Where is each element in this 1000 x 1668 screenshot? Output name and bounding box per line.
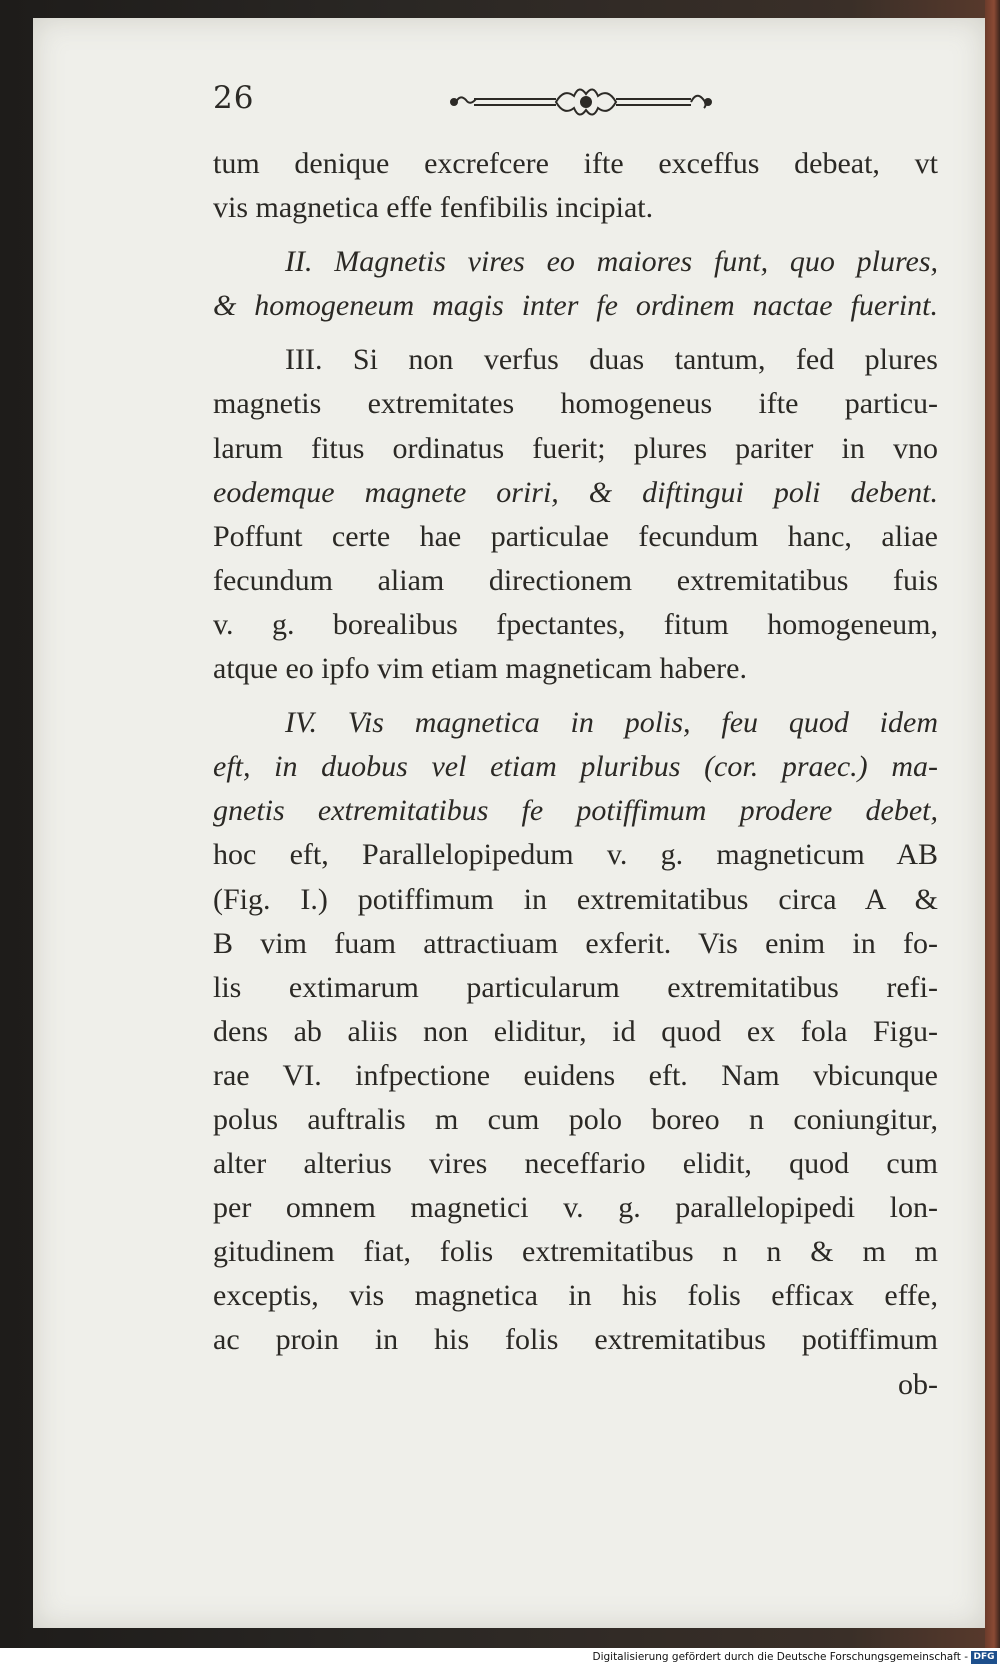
paragraph-gap — [213, 328, 938, 338]
footer-bar — [0, 1648, 1000, 1668]
text-line: larum fitus ordinatus fuerit; plures pariter in vno — [213, 431, 938, 465]
text-line: gitudinem fiat, folis extremitatibus n n & m m — [213, 1235, 938, 1269]
text-line: dens ab aliis non eliditur, id quod ex fola Figu- — [213, 1014, 938, 1048]
text-line: gnetis extremitatibus fe potiffimum prodere debet, — [213, 794, 938, 828]
paragraph-gap — [213, 691, 938, 701]
text-line: atque eo ipfo vim etiam magneticam habere. — [213, 652, 747, 686]
text-line: v. g. borealibus fpectantes, fitum homogeneum, — [213, 607, 938, 641]
text-line: magnetis extremitates homogeneus ifte particu- — [213, 387, 938, 421]
text-line: fecundum aliam directionem extremitatibus fuis — [213, 563, 938, 597]
text-line: (Fig. I.) potiffimum in extremitatibus circa A & — [213, 882, 938, 916]
text-line: rae VI. infpectione euidens eft. Nam vbicunque — [213, 1058, 938, 1092]
text-line: ac proin in his folis extremitatibus potiffimum — [213, 1323, 938, 1357]
page-header — [213, 82, 943, 122]
text-line: vis magnetica effe fenfibilis incipiat. — [213, 191, 654, 225]
funding-credit: Digitalisierung gefördert durch die Deutsche Forschungsgemeinschaft - — [592, 1651, 968, 1663]
text-line: B vim fuam attractiuam exferit. Vis enim in fo- — [213, 926, 938, 960]
text-line: per omnem magnetici v. g. parallelopipedi lon- — [213, 1191, 938, 1225]
text-line: exceptis, vis magnetica in his folis efficax effe, — [213, 1279, 938, 1313]
text-line: III. Si non verfus duas tantum, fed plures — [285, 343, 938, 377]
text-line: & homogeneum magis inter fe ordinem nactae fuerint. — [213, 289, 938, 323]
paragraph-gap — [213, 230, 938, 240]
text-line: polus auftralis m cum polo boreo n coniungitur, — [213, 1102, 938, 1136]
text-line: hoc eft, Parallelopipedum v. g. magneticum AB — [213, 838, 938, 872]
book-cover-edge — [985, 0, 1000, 1648]
text-line: tum denique excrefcere ifte exceffus debeat, vt — [213, 147, 938, 180]
text-line: IV. Vis magnetica in polis, feu quod idem — [285, 706, 938, 740]
page-number: 26 — [213, 80, 255, 116]
ornament-icon — [446, 82, 716, 122]
text-line: alter alterius vires neceffario elidit, quod cum — [213, 1147, 938, 1181]
body-text — [213, 142, 938, 1407]
text-line: eft, in duobus vel etiam pluribus (cor. praec.) ma- — [213, 750, 938, 784]
text-line: Poffunt certe hae particulae fecundum hanc, aliae — [213, 519, 938, 553]
text-line: II. Magnetis vires eo maiores funt, quo plures, — [285, 245, 938, 279]
text-line: lis extimarum particularum extremitatibus refi- — [213, 970, 938, 1004]
text-line: eodemque magnete oriri, & diftingui poli debent. — [213, 475, 938, 509]
dfg-logo: DFG — [971, 1651, 997, 1664]
catchword: ob- — [898, 1367, 938, 1401]
